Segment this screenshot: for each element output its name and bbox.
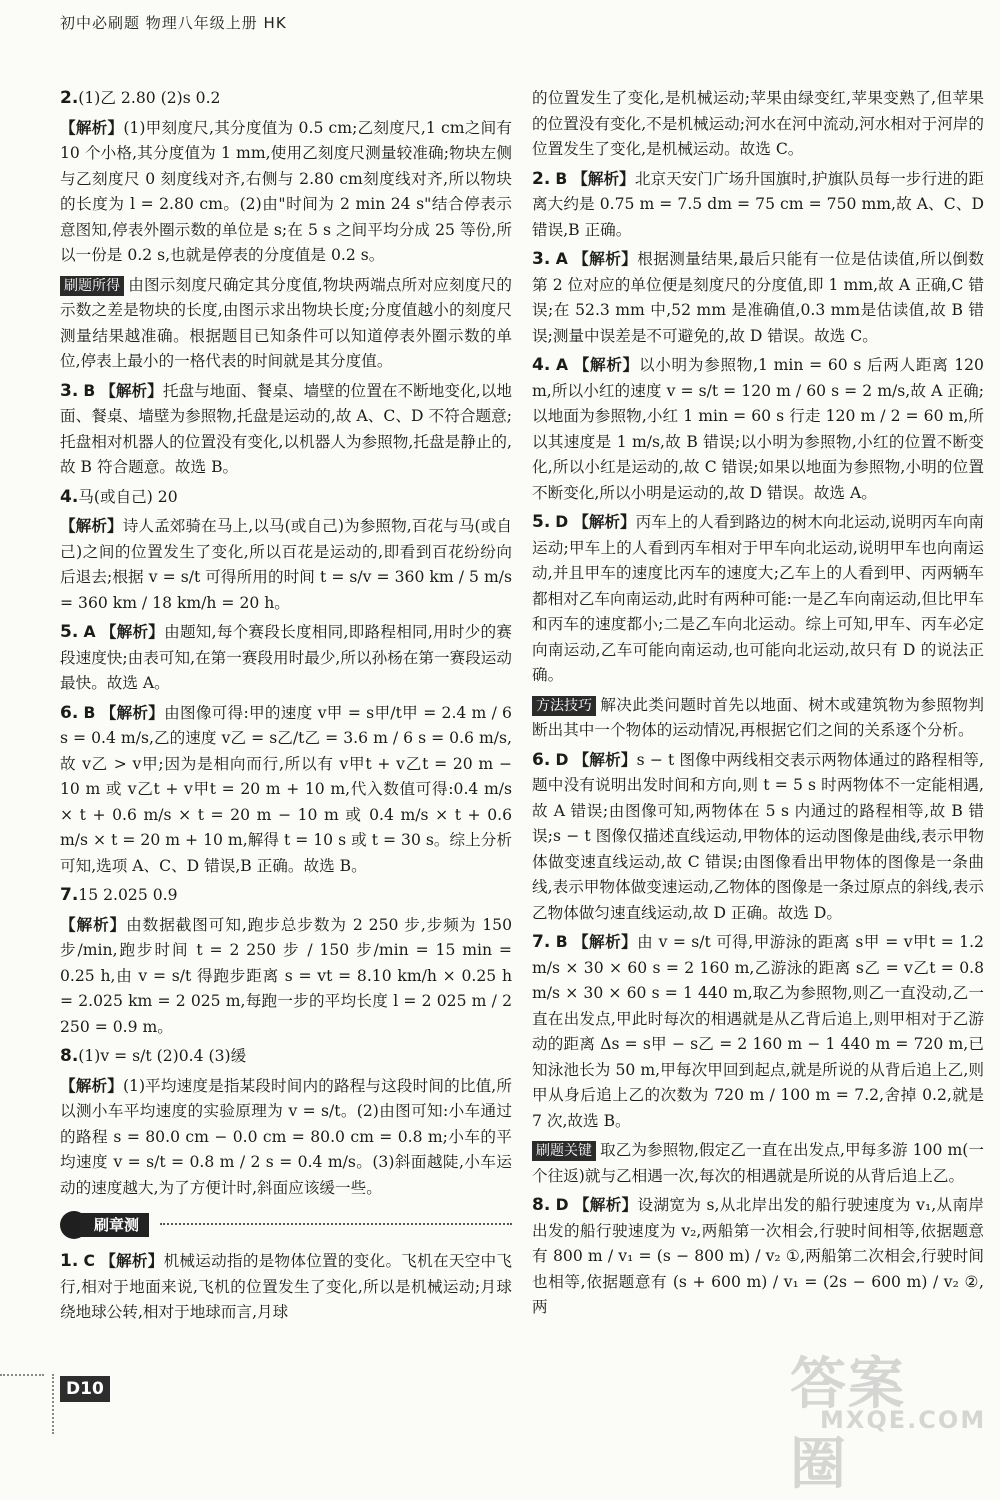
analysis-paragraph [60, 514, 512, 616]
tip-paragraph [532, 693, 984, 744]
analysis-label: 【解析】 [573, 1196, 638, 1214]
answer-item [60, 1044, 512, 1070]
answer-item [60, 883, 512, 909]
page-number: D10 [60, 1376, 110, 1402]
answer-item [60, 485, 512, 511]
tip-text: 解决此类问题时首先以地面、树木或建筑物为参照物判断出其中一个物体的运动情况,再根据它们之间的关系逐个分析。 [532, 695, 984, 739]
question-number: 3. [532, 249, 551, 269]
answer-choice: A [555, 250, 568, 268]
question-number: 7. [532, 932, 551, 952]
analysis-text: (1)甲刻度尺,其分度值为 0.5 cm;乙刻度尺,1 cm之间有 10 个小格,其分度值为 1 mm,使用乙刻度尺测量较准确;物块左侧与乙刻度尺 0 刻度线对齐,右侧与 2.80 cm刻度线对齐,所以物块的长度为 l = 2.80 cm。(2)由"时间为 2 min 24 s"结合停表示意图知,停表外圈示数的单位是 s;在 5 s 之间平均分成 25 等份,所以一份是 0.2 s,也就是停表的分度值是 0.2 s。 [60, 118, 512, 264]
question-number: 6. [532, 749, 551, 770]
answer-choice: D [555, 513, 569, 531]
answer-text: 由题知,每个赛段长度相同,即路程相同,用时少的赛段速度快;由表可知,在第一赛段用时最少,所以孙杨在第一赛段运动最快。故选 A。 [60, 623, 512, 692]
question-number: 3. [60, 380, 79, 401]
left-column [60, 86, 512, 1330]
tip-paragraph [532, 1138, 984, 1189]
analysis-label: 【解析】 [573, 356, 639, 374]
answer-text: (1)乙 2.80 (2)s 0.2 [78, 89, 221, 107]
question-number: 1. [60, 1251, 79, 1271]
analysis-label: 【解析】 [60, 915, 127, 934]
footer-dotted-rule [0, 1374, 44, 1376]
answer-choice: B [555, 169, 568, 188]
answer-text: 根据测量结果,最后只能有一位是估读值,所以倒数第 2 位对应的单位便是刻度尺的分度值,即 1 mm,故 A 正确,C 错误;在 52.3 mm 中,52 mm 是准确值,0.3 mm是估读值,故 B 错误;测量中误差是不可避免的,故 D 错误。故选 C。 [532, 250, 984, 345]
answer-item [532, 930, 984, 1134]
answer-item [532, 353, 984, 506]
question-number: 5. [60, 622, 79, 642]
analysis-label: 【解析】 [60, 517, 123, 535]
answer-item [532, 1193, 984, 1321]
answer-choice: B [555, 933, 568, 951]
answer-item [532, 510, 984, 689]
analysis-paragraph [60, 1074, 512, 1202]
answer-choice: A [555, 356, 569, 374]
right-column [532, 86, 984, 1325]
answer-text: (1)v = s/t (2)0.4 (3)缓 [78, 1047, 247, 1065]
answer-item [532, 247, 984, 349]
question-number: 2. [532, 168, 551, 189]
analysis-text: (1)平均速度是指某段时间内的路程与这段时间的比值,所以测小车平均速度的实验原理为 v = s/t。(2)由图可知:小车通过的路程 s = 80.0 cm − 0.0 cm = 80.0 cm = 0.8 m;小车的平均速度 v = s/t = 0.8 m / 2 s = 0.4 m/s。(3)斜面越陡,小车运动的速度越大,为了方便计时,斜面应该缓一些。 [60, 1076, 512, 1197]
answer-item [60, 1249, 512, 1326]
answer-choice: B [83, 703, 96, 722]
analysis-label: 【解析】 [100, 703, 165, 722]
answer-item [532, 167, 984, 244]
answer-text: 由 v = s/t 可得,甲游泳的距离 s甲 = v甲t = 1.2 m/s × 30 × 60 s = 2 160 m,乙游泳的距离 s乙 = v乙t = 0.8 m/s × 30 × 60 s = 1 440 m,取乙为参照物,则乙一直没动,乙一直在出发点,甲此时每次的相遇就是从乙背后追上,则甲相对于乙游动的距离 Δs = s甲 − s乙 = 2 160 m − 1 440 m = 720 m,已知泳池长为 50 m,甲每次甲回到起点,就是所说的从背后追上乙,则甲从身后追上乙的次数为 720 m / 100 m = 7.2,舍掉 0.2,就是 7 次,故选 B。 [532, 933, 984, 1130]
analysis-label: 【解析】 [572, 169, 635, 188]
question-number: 8. [532, 1195, 551, 1215]
answer-choice: C [83, 1252, 95, 1270]
answer-text: 马(或自己) 20 [78, 487, 178, 506]
answer-text: s − t 图像中两线相交表示两物体通过的路程相等,题中没有说明出发时间和方向,则 t = 5 s 时两物体不一定能相遇,故 A 错误;由图像可知,两物体在 5 s 内通过的路程相等,故 B 错误;s − t 图像仅描述直线运动,甲物体的运动图像是曲线,表示甲物体做变速直线运动,故 C 错误;由图像看出甲物体的图像是一条曲线,表示甲物体做变速运动,乙物体的图像是一条过原点的斜线,表示乙物体做匀速直线运动,故 D 正确。故选 D。 [532, 750, 984, 922]
answer-text: 以小明为参照物,1 min = 60 s 后两人距离 120 m,所以小红的速度 v = s/t = 120 m / 60 s = 2 m/s,故 A 正确;以地面为参照物,小红 1 min = 60 s 行走 120 m / 2 = 60 m,所以其速度是 1 m/s,故 B 错误;以小明为参照物,小红的位置不断变化,所以小红是运动的,故 C 错误;如果以地面为参照物,小明的位置不断变化,所以小明是运动的,故 D 错误。故选 A。 [532, 356, 984, 502]
tip-text: 取乙为参照物,假定乙一直在出发点,甲每多游 100 m(一个往返)就与乙相遇一次,每次的相遇就是所说的从背后追上乙。 [532, 1141, 984, 1185]
answer-text: 15 2.025 0.9 [78, 886, 178, 904]
tip-badge: 方法技巧 [532, 696, 596, 716]
answer-text: 机械运动指的是物体位置的变化。飞机在天空中飞行,相对于地面来说,飞机的位置发生了变化,所以是机械运动;月球绕地球公转,相对于地球而言,月球 [60, 1252, 512, 1321]
answer-text: 由图像可得:甲的速度 v甲 = s甲/t甲 = 2.4 m / 6 s = 0.4 m/s,乙的速度 v乙 = s乙/t乙 = 3.6 m / 6 s = 0.6 m/s,故 v乙 > v甲;因为是相向而行,所以有 v甲t + v乙t = 20 m − 10 m 或 v乙t + v甲t = 20 m + 10 m,代入数值可得:0.4 m/s × t + 0.6 m/s × t = 20 m − 10 m 或 0.4 m/s × t + 0.6 m/s × t = 20 m + 10 m,解得 t = 10 s 或 t = 30 s。综上分析可知,选项 A、C、D 错误,B 正确。故选 B。 [60, 703, 512, 875]
analysis-label: 【解析】 [60, 1076, 123, 1095]
question-number: 5. [532, 512, 551, 532]
analysis-label: 【解析】 [100, 1252, 164, 1270]
tip-text: 由图示刻度尺确定其分度值,物块两端点所对应刻度尺的示数之差是物块的长度,由图示求出物块长度;分度值越小的刻度尺测量结果越准确。根据题目已知条件可以知道停表外圈示数的单位,停表上最小的一格代表的时间就是其分度值。 [60, 275, 512, 370]
analysis-label: 【解析】 [573, 933, 638, 951]
watermark-url: MXQE.COM [820, 1406, 987, 1434]
answer-text: 设湖宽为 s,从北岸出发的船行驶速度为 v₁,从南岸出发的船行驶速度为 v₂,两船第一次相会,行驶时间相等,依据题意有 800 m / v₁ = (s − 800 m) / v₂ ①,两船第二次相会,行驶时间也相等,依据题意有 (s + 600 m) / v₁ = (2s − 600 m) / v₂ ②,两 [532, 1196, 984, 1316]
question-number: 4. [532, 355, 551, 375]
answer-item [60, 86, 512, 112]
tip-paragraph [60, 273, 512, 375]
answer-item [60, 701, 512, 880]
tip-badge: 刷题所得 [60, 276, 124, 296]
answer-item [60, 379, 512, 481]
continued-text [532, 86, 984, 163]
watermark-logo [790, 1340, 987, 1497]
page-header: 初中必刷题 物理八年级上册 HK [60, 14, 287, 32]
analysis-label: 【解析】 [100, 623, 165, 641]
answer-choice: D [555, 1196, 569, 1214]
analysis-label: 【解析】 [573, 250, 638, 268]
watermark-text: 答案圈 [790, 1352, 906, 1497]
question-number: 6. [60, 702, 79, 723]
analysis-paragraph [60, 913, 512, 1041]
footer-dotted-vertical [52, 1374, 54, 1434]
answer-choice: D [555, 750, 569, 769]
answer-choice: B [83, 381, 96, 400]
question-number: 4. [60, 486, 79, 507]
section-title: 刷章测 [80, 1213, 149, 1237]
answer-item [532, 748, 984, 927]
tip-badge: 刷题关键 [532, 1141, 596, 1161]
answer-item [60, 620, 512, 697]
question-number: 7. [60, 885, 79, 905]
analysis-text: 由数据截图可知,跑步总步数为 2 250 步,步频为 150 步/min,跑步时间 t = 2 250 步 / 150 步/min = 15 min = 0.25 h,由 v = s/t 得跑步距离 s = vt = 8.10 km/h × 0.25 h = 2.025 km = 2 025 m,每跑一步的平均长度 l = 2 025 m / 2 250 = 0.9 m。 [60, 915, 512, 1036]
analysis-label: 【解析】 [60, 118, 124, 137]
analysis-label: 【解析】 [573, 750, 637, 769]
answer-text: 丙车上的人看到路边的树木向北运动,说明丙车向南运动;甲车上的人看到丙车相对于甲车向北运动,说明甲车也向南运动,并且甲车的速度比丙车的速度大;乙车上的人看到甲、丙两辆车都相对乙车向南运动,此时有两种可能:一是乙车向南运动,但比甲车和丙车的速度都小;二是乙车向北运动。综上可知,甲车、丙车必定向南运动,乙车可能向南运动,也可能向北运动,故只有 D 的说法正确。 [532, 513, 984, 684]
analysis-label: 【解析】 [100, 381, 163, 400]
answer-text: 北京天安门广场升国旗时,护旗队员每一步行进的距离大约是 0.75 m = 7.5 dm = 75 cm = 750 mm,故 A、C、D 错误,B 正确。 [532, 169, 984, 239]
analysis-label: 【解析】 [573, 513, 636, 531]
answer-text: 托盘与地面、餐桌、墙壁的位置在不断地变化,以地面、餐桌、墙壁为参照物,托盘是运动的,故 A、C、D 不符合题意;托盘相对机器人的位置没有变化,以机器人为参照物,托盘是静止的,故 B 符合题意。故选 B。 [60, 381, 512, 476]
answer-choice: A [83, 623, 96, 641]
question-number: 2. [60, 88, 79, 108]
question-number: 8. [60, 1046, 79, 1066]
analysis-text: 诗人孟郊骑在马上,以马(或自己)为参照物,百花与马(或自己)之间的位置发生了变化,所以百花是运动的,即看到百花纷纷向后退去;根据 v = s/t 可得所用的时间 t = s/v = 360 km / 5 m/s = 360 km / 18 km/h = 20 h。 [60, 517, 512, 612]
section-rule [160, 1223, 512, 1225]
continued-text-body: 的位置发生了变化,是机械运动;苹果由绿变红,苹果变熟了,但苹果的位置没有变化,不是机械运动;河水在河中流动,河水相对于河岸的位置发生了变化,是机械运动。故选 C。 [532, 89, 984, 158]
analysis-paragraph [60, 116, 512, 269]
section-heading [60, 1209, 512, 1243]
